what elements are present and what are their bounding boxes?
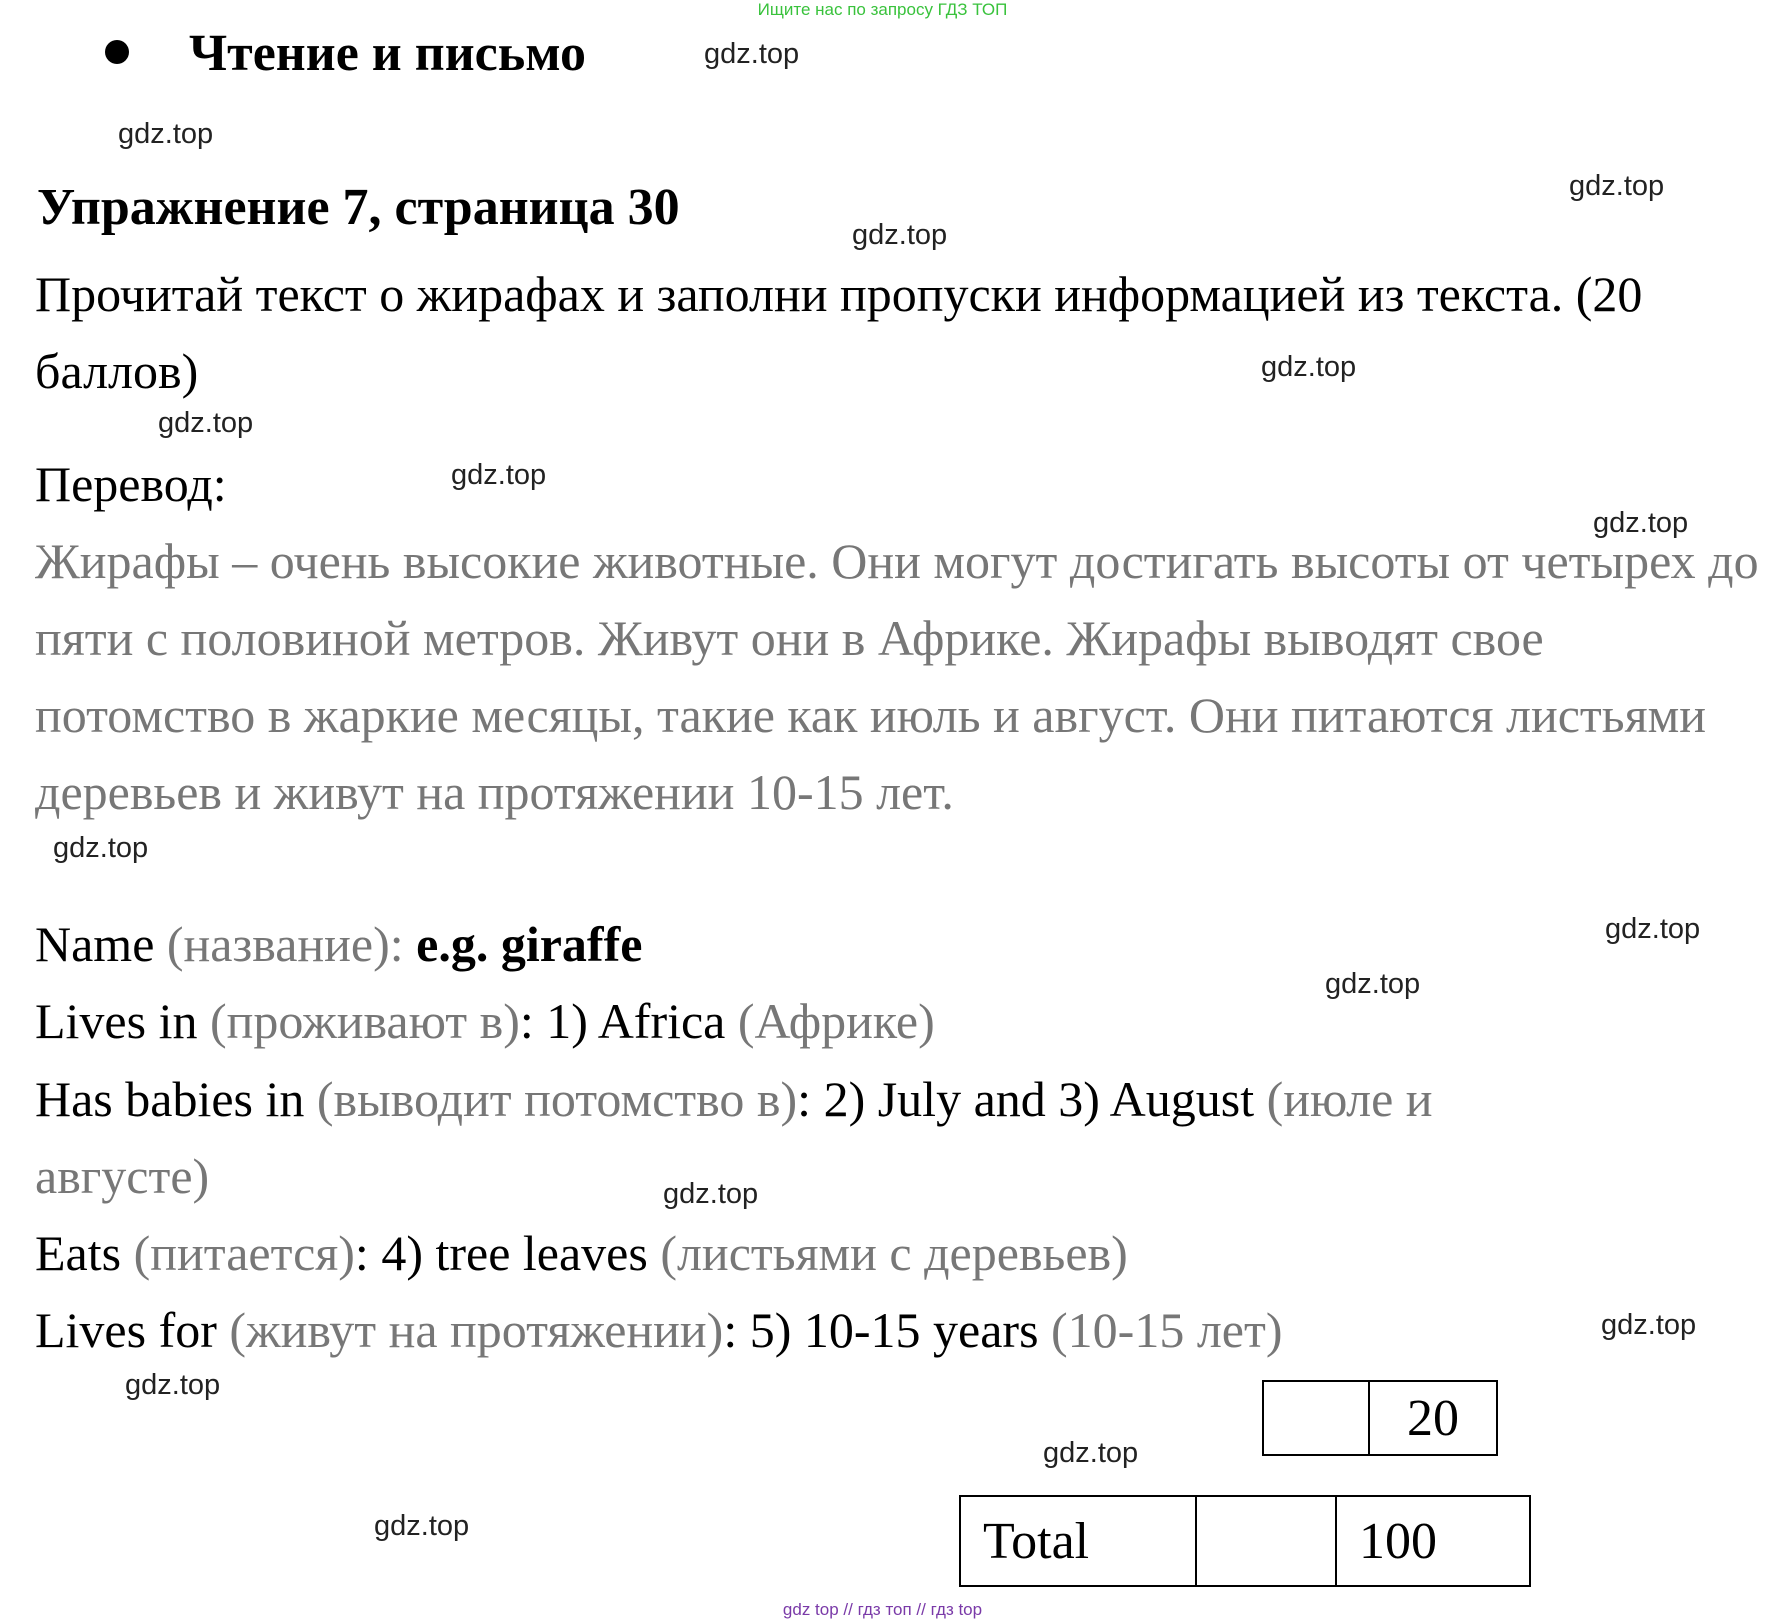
- task-text: Прочитай текст о жирафах и заполни пропуски информацией из текста. (20 баллов): [35, 266, 1643, 399]
- exercise-title: Упражнение 7, страница 30: [37, 179, 680, 236]
- line-label: Eats: [35, 1225, 122, 1281]
- translation-label: Перевод:: [35, 456, 227, 512]
- line-answer-translation: (июле и: [1254, 1071, 1433, 1127]
- watermark: gdz.top: [1605, 913, 1701, 945]
- watermark: gdz.top: [1325, 968, 1421, 1000]
- line-answer: : 4) tree leaves: [354, 1225, 648, 1281]
- section-title-text: Чтение и письмо: [189, 25, 586, 82]
- watermark: gdz.top: [663, 1178, 759, 1210]
- answer-line-lives-for: [35, 1301, 1282, 1359]
- translation-text: Жирафы – очень высокие животные. Они могут достигать высоты от четырех до пяти с половиной метров. Живут они в Африке. Жирафы выводят свое потомство в жаркие месяцы, такие как июль и август. Они питаются листьями деревьев и живут на протяжении 10-15 лет.: [35, 533, 1759, 820]
- line-label: Lives for: [35, 1302, 217, 1358]
- footer-watermark: gdz top // гдз топ // гдз top: [782, 1600, 983, 1619]
- line-translation: (живут на протяжении): [216, 1302, 724, 1358]
- total-blank-cell: [1196, 1496, 1336, 1586]
- section-title: [105, 24, 586, 83]
- bullet-icon: [105, 40, 129, 64]
- answer-line-lives-in: [35, 992, 935, 1050]
- line-translation: (питается): [121, 1225, 355, 1281]
- line-answer: : 1) Africa: [519, 993, 726, 1049]
- watermark: gdz.top: [1593, 507, 1689, 539]
- answer-line-babies-cont: августе): [35, 1148, 210, 1204]
- watermark: gdz.top: [125, 1369, 221, 1401]
- line-answer-translation: (листьями с деревьев): [647, 1225, 1128, 1281]
- watermark: gdz.top: [451, 459, 547, 491]
- watermark: gdz.top: [158, 407, 254, 439]
- total-points: 100: [1336, 1496, 1530, 1586]
- watermark: gdz.top: [374, 1510, 470, 1542]
- answer-line-babies: [35, 1070, 1433, 1128]
- line-answer-translation: (10-15 лет): [1038, 1302, 1283, 1358]
- score-box: [1262, 1380, 1498, 1456]
- answer-line-name: [35, 915, 642, 973]
- line-translation: (выводит потомство в): [304, 1071, 798, 1127]
- line-answer: e.g. giraffe: [416, 916, 643, 972]
- answer-line-eats: [35, 1224, 1128, 1282]
- watermark: gdz.top: [1601, 1309, 1697, 1341]
- line-translation: (проживают в): [197, 993, 520, 1049]
- line-label: Lives in: [35, 993, 198, 1049]
- line-label: Has babies in: [35, 1071, 305, 1127]
- watermark: gdz.top: [1261, 351, 1357, 383]
- watermark: gdz.top: [852, 219, 948, 251]
- watermark: gdz.top: [1569, 170, 1665, 202]
- total-label: Total: [960, 1496, 1196, 1586]
- score-points: 20: [1369, 1381, 1497, 1455]
- line-label: Name: [35, 916, 155, 972]
- line-answer: : 5) 10-15 years: [723, 1302, 1039, 1358]
- line-answer-translation: (Африке): [725, 993, 935, 1049]
- top-banner: Ищите нас по запросу ГДЗ ТОП: [757, 0, 1008, 19]
- watermark: gdz.top: [704, 38, 800, 70]
- line-translation: (название):: [154, 916, 417, 972]
- total-box: [959, 1495, 1531, 1587]
- line-answer: : 2) July and 3) August: [797, 1071, 1255, 1127]
- watermark: gdz.top: [53, 832, 149, 864]
- score-blank-cell: [1263, 1381, 1369, 1455]
- watermark: gdz.top: [118, 118, 214, 150]
- watermark: gdz.top: [1043, 1437, 1139, 1469]
